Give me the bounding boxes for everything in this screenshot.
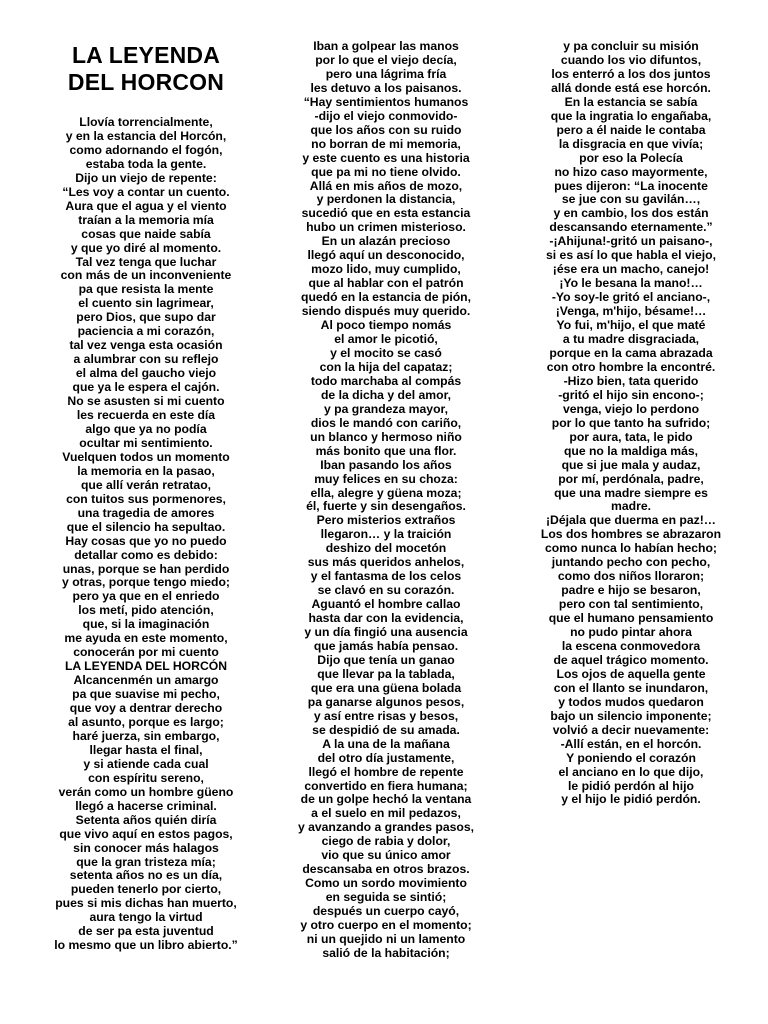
poem-line: por eso la Polecía (579, 150, 683, 165)
column-3 (510, 0, 752, 807)
poem-line: Dijo un viejo de repente: (75, 170, 217, 185)
poem-line: como nunca lo habían hecho; (545, 541, 717, 556)
poem-line: al asunto, porque es largo; (68, 714, 224, 729)
poem-line: con otro hombre la encontré. (546, 359, 716, 374)
poem-line: Iban a golpear las manos (313, 39, 459, 53)
poem-line: el anciano en lo que dijo, (558, 764, 704, 779)
poem-line: ella, alegre y güena moza; (310, 485, 462, 500)
column-1-lines (28, 116, 264, 953)
poem-line: por lo que tanto ha sufrido; (551, 415, 711, 430)
poem-line: ciego de rabia y dolor, (321, 834, 451, 849)
poem-line: que voy a dentrar derecho (69, 701, 223, 716)
poem-line: hubo un crimen misterioso. (306, 220, 466, 235)
poem-line: cuando los vio difuntos, (560, 52, 702, 67)
poem-line: convertido en fiera humana; (304, 778, 468, 793)
poem-line: se jue con su gavilán…, (561, 192, 701, 207)
poem-line: Dijo que tenía un ganao (317, 652, 455, 667)
poem-line: la escena conmovedora (561, 638, 701, 653)
poem-line: no hizo caso mayormente, (554, 164, 708, 179)
poem-line: pueden tenerlo por cierto, (70, 882, 222, 897)
poem-line: con más de un inconveniente (60, 268, 232, 283)
poem-line: -Hizo bien, tata querido (563, 373, 699, 388)
poem-line: ¡Yo le besana la mano!… (559, 276, 703, 291)
poem-line: y perdonen la distancia, (316, 192, 456, 207)
poem-line: los metí, pido atención, (78, 603, 214, 618)
poem-line: padre e hijo se besaron, (561, 583, 701, 598)
poem-line: sin conocer más halagos (73, 840, 219, 855)
poem-line: de aquel trágico momento. (553, 652, 709, 667)
column-2 (268, 0, 504, 961)
poem-line: que la ingratia lo engañaba, (550, 108, 712, 123)
poem-line: “Hay sentimientos humanos (303, 94, 469, 109)
poem-line: y así entre risas y besos, (313, 708, 459, 723)
poem-line: más bonito que una flor. (315, 443, 457, 458)
poem-line: que la gran tristeza mía; (76, 854, 216, 869)
poem-line: si es así lo que habla el viejo, (545, 248, 717, 263)
poem-line: y el fantasma de los celos (310, 569, 462, 584)
poem-line: madre. (611, 499, 651, 514)
poem-line: setenta años no es un día, (69, 868, 223, 883)
poem-line: Setenta años quién diría (75, 812, 217, 827)
poem-line: pero con tal sentimiento, (558, 597, 704, 612)
poem-line: -dijo el viejo conmovido- (314, 108, 458, 123)
poem-line: que, si la imaginación (82, 617, 210, 632)
column-2-lines (268, 40, 504, 961)
poem-line: Pero misterios extraños (316, 513, 456, 528)
poem-line: el alma del gaucho viejo (75, 366, 217, 381)
poem-line: llegar hasta el final, (89, 742, 203, 757)
poem-line: que una madre siempre es (554, 485, 708, 500)
poem-line: con la hija del capataz; (319, 359, 453, 374)
poem-line: pero ya que en el enriedo (72, 589, 220, 604)
poem-line: una tragedia de amores (77, 505, 215, 520)
poem-line: que el silencio ha sepultao. (66, 519, 226, 534)
poem-line: paciencia a mi corazón, (77, 324, 215, 339)
poem-line: que era una güena bolada (310, 680, 462, 695)
poem-line: Alcancenmén un amargo (73, 673, 219, 688)
poem-line: que no la maldiga más, (563, 443, 699, 458)
poem-line: No se asusten si mi cuento (67, 394, 225, 409)
poem-line: les detuvo a los paisanos. (310, 80, 462, 95)
poem-line: se despidió de su amada. (312, 722, 460, 737)
poem-line: de un golpe hechó la ventana (300, 792, 472, 807)
poem-line: a alumbrar con su reflejo (73, 352, 219, 367)
poem-line: Iban pasando los años (320, 457, 452, 472)
poem-line: y en la estancia del Horcón, (65, 128, 227, 143)
poem-line: y que yo diré al momento. (70, 240, 222, 255)
poem-line: pero Dios, que supo dar (76, 310, 216, 325)
poem-line: por lo que el viejo decía, (315, 52, 457, 67)
poem-line: porque en la cama abrazada (549, 345, 713, 360)
poem-line: Y poniendo el corazón (566, 750, 696, 765)
poem-line: llegó aquí un desconocido, (307, 248, 465, 263)
poem-line: que vivo aquí en estos pagos, (59, 826, 233, 841)
poem-line: le pidió perdón al hijo (568, 778, 694, 793)
poem-line: se clavó en su corazón. (317, 583, 455, 598)
poem-line: que llevar pa la tablada, (317, 666, 455, 681)
poem-line: vio que su único amor (321, 848, 451, 863)
poem-line: como adornando el fogón, (69, 142, 223, 157)
poem-line: “Les voy a contar un cuento. (62, 184, 230, 199)
poem-line: que al hablar con el patrón (308, 276, 464, 291)
poem-line: que ya le espera el cajón. (72, 380, 220, 395)
poem-line: después un cuerpo cayó, (312, 904, 460, 919)
poem-line: -Allí están, en el horcón. (560, 736, 702, 751)
poem-line: y el mocito se casó (330, 345, 442, 360)
poem-line: pero una lágrima fría (325, 66, 447, 81)
poem-line: pa que suavise mi pecho, (72, 687, 220, 702)
poem-line: bajo un silencio imponente; (550, 708, 712, 723)
poem-line: todo marchaba al compás (310, 373, 462, 388)
poem-line: sus más queridos anhelos, (307, 555, 465, 570)
poem-line: algo que ya no podía (85, 421, 207, 436)
poem-line: de ser pa esta juventud (78, 924, 214, 939)
poem-line: descansaba en otros brazos. (302, 862, 470, 877)
poem-line: pues dijeron: “La inocente (554, 178, 708, 193)
poem-line: llegaron… y la traición (320, 527, 452, 542)
poem-line: quedó en la estancia de pión, (301, 290, 471, 305)
poem-line: en seguida se sintió; (325, 890, 447, 905)
poem-line: siendo dispués muy querido. (301, 304, 471, 319)
poem-line: con el llanto se inundaron, (553, 680, 709, 695)
poem-line: -gritó el hijo sin encono-; (558, 387, 704, 402)
poem-line: y en cambio, los dos están (553, 206, 709, 221)
poem-line: Los ojos de aquella gente (556, 666, 706, 681)
poem-line: y todos mudos quedaron (558, 694, 704, 709)
poem-line: En un alazán precioso (321, 234, 451, 249)
poem-line: y este cuento es una historia (302, 150, 470, 165)
poem-line: Allá en mis años de mozo, (309, 178, 463, 193)
poem-line: salió de la habitación; (322, 945, 450, 960)
poem-title-line: DEL HORCON (67, 69, 225, 95)
poem-line: y un día fingió una ausencia (304, 625, 468, 640)
poem-line: dios le mandó con cariño, (310, 415, 462, 430)
poem-line: como dos niños lloraron; (557, 569, 705, 584)
poem-line: que allí verán retratao, (80, 477, 212, 492)
poem-line: unas, porque se han perdido (62, 561, 230, 576)
poem-line: LA LEYENDA DEL HORCÓN (64, 659, 228, 674)
poem-line: el cuento sin lagrimear, (78, 296, 214, 311)
poem-line: del otro día justamente, (317, 750, 455, 765)
poem-line: allá donde está ese horcón. (551, 80, 711, 95)
poem-line: un blanco y hermoso niño (310, 429, 462, 444)
poem-line: verán como un hombre güeno (58, 784, 234, 799)
column-3-lines (510, 40, 752, 807)
poem-line: pa que resista la mente (78, 282, 214, 297)
poem-line: no pudo pintar ahora (570, 625, 692, 640)
poem-line: ¡ése era un macho, canejo! (552, 262, 710, 277)
poem-line: aura tengo la virtud (89, 910, 203, 925)
poem-line: venga, viejo lo perdono (562, 401, 700, 416)
poem-line: muy felices en su choza: (314, 471, 458, 486)
poem-line: cosas que naide sabía (81, 226, 211, 241)
poem-line: Yo fui, m'hijo, el que maté (556, 318, 706, 333)
poem-line: A la una de la mañana (322, 736, 450, 751)
poem-line: -Yo soy-le gritó el anciano-, (551, 290, 711, 305)
poem-line: por mí, perdónala, padre, (558, 471, 704, 486)
poem-line: Como un sordo movimiento (305, 876, 467, 891)
poem-line: el amor le picotió, (334, 332, 438, 347)
poem-line: mozo lido, muy cumplido, (311, 262, 461, 277)
poem-line: que el humano pensamiento (548, 611, 714, 626)
poem-line: ¡Venga, m'hijo, bésame!… (555, 304, 707, 319)
poem-line: con espíritu sereno, (88, 770, 204, 785)
poem-line: y el hijo le pidió perdón. (561, 792, 701, 807)
poem-line: y si atiende cada cual (83, 756, 209, 771)
poem-line: y pa grandeza mayor, (324, 401, 448, 416)
poem-line: llegó a hacerse criminal. (75, 798, 217, 813)
poem-title-line: LA LEYENDA (71, 42, 221, 68)
poem-line: pa ganarse algunos pesos, (307, 694, 465, 709)
poem-line: ni un quejido ni un lamento (306, 932, 466, 946)
poem-line: que si jue mala y audaz, (561, 457, 701, 472)
poem-line: En la estancia se sabía (564, 94, 698, 109)
poem-line: por aura, tata, le pido (569, 429, 693, 444)
column-1 (28, 0, 264, 953)
poem-line: tal vez venga esta ocasión (69, 338, 223, 353)
poem-line: -¡Ahijuna!-gritó un paisano-, (549, 234, 713, 249)
poem-line: ocultar mi sentimiento. (79, 435, 213, 450)
poem-line: descansando eternamente.” (549, 220, 713, 235)
poem-line: pero a él naide le contaba (556, 122, 706, 137)
poem-line: traían a la memoria mía (78, 212, 214, 227)
poem-line: pues si mis dichas han muerto, (55, 896, 237, 911)
poem-line: y otro cuerpo en el momento; (300, 918, 472, 933)
poem-line: que jamás había pensao. (313, 638, 459, 653)
poem-line: volvió a decir nuevamente: (552, 722, 710, 737)
poem-line: ¡Déjala que duerma en paz!… (546, 513, 716, 528)
poem-line: y pa concluir su misión (563, 39, 699, 53)
poem-line: sucedió que en esta estancia (301, 206, 471, 221)
poem-line: Aguantó el hombre callao (311, 597, 461, 612)
poem-line: la memoria en la pasao, (77, 463, 215, 478)
poem-line: que pa mi no tiene olvido. (311, 164, 461, 179)
poem-line: no borran de mi memoria, (311, 136, 461, 151)
poem-line: la disgracia en que vivía; (558, 136, 704, 151)
poem-line: que los años con su ruido (310, 122, 462, 137)
poem-line: Tal vez tenga que luchar (75, 254, 217, 269)
poem-line: llegó el hombre de repente (308, 764, 464, 779)
poem-line: con tuitos sus pormenores, (66, 491, 226, 506)
poem-line: Los dos hombres se abrazaron (540, 527, 722, 542)
poem-line: me ayuda en este momento, (64, 631, 228, 646)
poem-line: a tu madre disgraciada, (562, 332, 700, 347)
poem-line: juntando pecho con pecho, (551, 555, 711, 570)
poem-line: y otras, porque tengo miedo; (62, 575, 230, 590)
poem-line: detallar como es debido: (74, 547, 218, 562)
poem-line: hasta dar con la evidencia, (308, 611, 464, 626)
poem-line: y avanzando a grandes pasos, (297, 820, 475, 835)
poem-line: conocerán por mi cuento (73, 645, 219, 660)
poem-line: Vuelquen todos un momento (62, 449, 230, 464)
poem-line: Aura que el agua y el viento (65, 198, 227, 213)
poem-line: estaba toda la gente. (85, 156, 207, 171)
poem-line: los enterró a los dos juntos (551, 66, 711, 81)
poem-line: deshizo del mocetón (325, 541, 447, 556)
poem-line: a el suelo en mil pedazos, (311, 806, 461, 821)
poem-line: lo mesmo que un libro abierto.” (54, 938, 238, 953)
poem-line: haré juerza, sin embargo, (72, 728, 220, 743)
poem-line: él, fuerte y sin desengaños. (306, 499, 466, 514)
poem-line: les recuerda en este día (76, 408, 216, 423)
poem-title (28, 42, 264, 96)
poem-line: Llovía torrencialmente, (79, 115, 213, 129)
poem-line: Hay cosas que yo no puedo (65, 533, 227, 548)
poem-line: de la dicha y del amor, (320, 387, 452, 402)
poem-line: Al poco tiempo nomás (320, 318, 452, 333)
